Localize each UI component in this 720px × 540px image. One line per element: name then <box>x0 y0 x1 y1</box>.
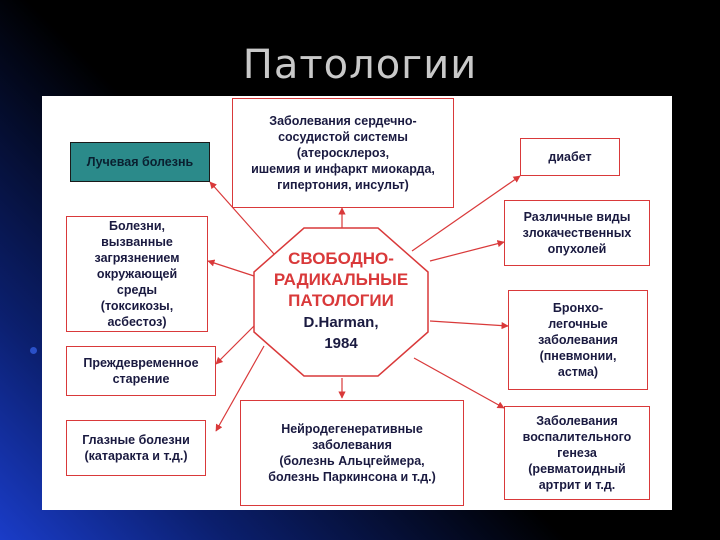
arrow-to-tumors <box>430 242 504 261</box>
center-label <box>252 248 430 353</box>
box-premature-aging: Преждевременное старение <box>66 346 216 396</box>
box-cardiovascular: Заболевания сердечно- сосудистой системы (атеросклероз, ишемия и инфаркт миокарда, гипертония, инсульт) <box>232 98 454 208</box>
bullet-dot <box>30 347 37 354</box>
box-tumors: Различные виды злокачественных опухолей <box>504 200 650 266</box>
center-year: 1984 <box>324 335 358 352</box>
box-diabetes: диабет <box>520 138 620 176</box>
diagram-panel <box>42 96 672 510</box>
slide-title: Патологии <box>242 42 478 88</box>
arrow-to-broncho <box>430 321 508 326</box>
box-inflammatory: Заболевания воспалительного генеза (ревматоидный артрит и т.д. <box>504 406 650 500</box>
center-author: D.Harman, <box>303 314 379 331</box>
center-heading: СВОБОДНО- РАДИКАЛЬНЫЕ ПАТОЛОГИИ <box>273 249 409 310</box>
arrow-to-pollution <box>208 261 254 276</box>
box-eye-diseases: Глазные болезни (катаракта и т.д.) <box>66 420 206 476</box>
box-neurodegenerative: Нейродегенеративные заболевания (болезнь Альцгеймера, болезнь Паркинсона и т.д.) <box>240 400 464 506</box>
box-radiation-sickness: Лучевая болезнь <box>70 142 210 182</box>
box-pollution-diseases: Болезни, вызванные загрязнением окружающей среды (токсикозы, асбестоз) <box>66 216 208 332</box>
arrow-to-aging <box>216 326 254 364</box>
box-bronchopulmonary: Бронхо- легочные заболевания (пневмонии, астма) <box>508 290 648 390</box>
